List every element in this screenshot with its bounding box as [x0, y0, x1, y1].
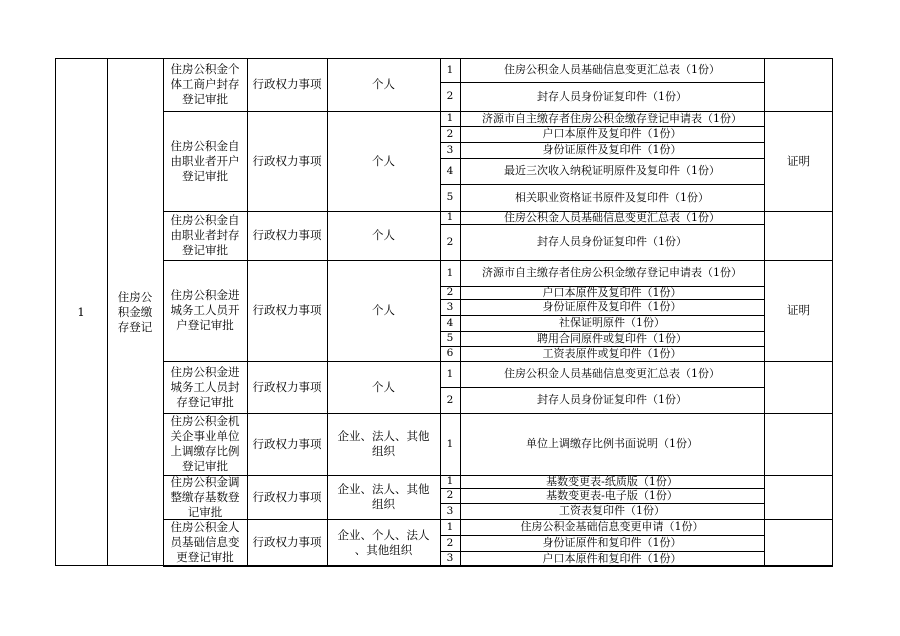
- item-note: [764, 519, 833, 566]
- materials-table: [55, 58, 833, 566]
- item-name: 住房公积金个 体工商户封存 登记审批: [170, 62, 240, 106]
- grid-line-horizontal: [163, 566, 833, 567]
- doc-number: 2: [446, 90, 454, 102]
- item-note: [764, 413, 833, 475]
- item-target: 个人: [372, 153, 395, 168]
- item-type: 行政权力事项: [252, 153, 322, 168]
- item-target: 企业、法人、其他 组织: [337, 429, 430, 458]
- doc-text: 济源市自主缴存者住房公积金缴存登记申请表（1份）: [482, 111, 742, 125]
- item-note: 证明: [787, 303, 810, 317]
- item-type: 行政权力事项: [252, 77, 322, 91]
- doc-text: 身份证原件及复印件（1份）: [542, 300, 682, 313]
- item-name: 住房公积金进 城务工人员开 户登记审批: [170, 288, 240, 332]
- doc-number: 2: [446, 393, 454, 406]
- doc-text: 身份证原件及复印件（1份）: [542, 143, 682, 156]
- doc-number: 3: [446, 504, 454, 517]
- doc-number: 3: [446, 300, 454, 313]
- doc-text: 相关职业资格证书原件及复印件（1份）: [515, 190, 709, 204]
- item-type: 行政权力事项: [252, 535, 322, 549]
- doc-number: 5: [446, 332, 454, 344]
- doc-number: 1: [446, 520, 454, 533]
- item-note: [764, 211, 833, 260]
- item-name: 住房公积金自 由职业者封存 登记审批: [170, 213, 240, 257]
- doc-number: 2: [446, 489, 454, 501]
- doc-number: 1: [446, 211, 454, 223]
- doc-number: 2: [446, 127, 454, 140]
- category-name: 住房公 积金缴 存登记: [117, 289, 153, 334]
- doc-text: 户口本原件及复印件（1份）: [542, 286, 682, 299]
- item-target: 个人: [372, 379, 395, 394]
- item-target: 企业、个人、法人 、其他组织: [337, 527, 430, 557]
- doc-text: 住房公积金人员基础信息变更汇总表（1份）: [504, 211, 720, 224]
- doc-number: 3: [446, 552, 454, 564]
- doc-number: 6: [446, 347, 454, 359]
- item-name: 住房公积金自 由职业者开户 登记审批: [170, 138, 240, 183]
- item-note: [764, 475, 833, 519]
- doc-text: 住房公积金人员基础信息变更汇总表（1份）: [504, 367, 720, 380]
- item-type: 行政权力事项: [252, 489, 322, 504]
- doc-number: 1: [446, 475, 454, 487]
- doc-number: 2: [446, 286, 454, 298]
- doc-text: 住房公积金人员基础信息变更汇总表（1份）: [504, 63, 720, 76]
- item-name: 住房公积金机 关企事业单位 上调缴存比例 登记审批: [170, 414, 240, 473]
- item-target: 个人: [372, 303, 395, 317]
- item-name: 住房公积金进 城务工人员封 存登记审批: [170, 364, 240, 409]
- item-type: 行政权力事项: [252, 436, 322, 451]
- doc-number: 1: [446, 266, 454, 279]
- doc-number: 5: [446, 191, 454, 203]
- item-type: 行政权力事项: [252, 228, 322, 242]
- item-target: 个人: [372, 77, 395, 91]
- doc-text: 最近三次收入纳税证明原件及复印件（1份）: [504, 164, 720, 177]
- doc-text: 住房公积金基础信息变更申请（1份）: [520, 520, 704, 533]
- doc-text: 工资表原件或复印件（1份）: [542, 346, 682, 360]
- doc-number: 1: [446, 63, 454, 76]
- doc-number: 1: [446, 437, 454, 450]
- item-target: 企业、法人、其他 组织: [337, 482, 430, 511]
- doc-number: 4: [446, 316, 454, 329]
- doc-text: 封存人员身份证复印件（1份）: [537, 235, 687, 248]
- doc-number: 3: [446, 143, 454, 156]
- doc-text: 社保证明原件（1份）: [559, 316, 665, 329]
- item-target: 个人: [372, 228, 395, 242]
- doc-number: 4: [446, 164, 454, 177]
- doc-number: 1: [446, 112, 454, 124]
- doc-text: 封存人员身份证复印件（1份）: [537, 393, 687, 406]
- doc-number: 1: [446, 367, 454, 380]
- item-note: [764, 58, 833, 111]
- doc-text: 身份证原件和复印件（1份）: [542, 536, 682, 549]
- item-type: 行政权力事项: [252, 303, 322, 317]
- doc-text: 户口本原件和复印件（1份）: [542, 551, 682, 565]
- doc-number: 2: [446, 536, 454, 549]
- doc-text: 单位上调缴存比例书面说明（1份）: [526, 437, 698, 450]
- doc-text: 封存人员身份证复印件（1份）: [537, 89, 687, 103]
- doc-text: 基数变更表-纸质版（1份）: [546, 475, 678, 488]
- item-name: 住房公积金调 整缴存基数登 记审批: [170, 475, 240, 519]
- doc-text: 工资表复印件（1份）: [559, 504, 665, 517]
- item-name: 住房公积金人 员基础信息变 更登记审批: [170, 520, 240, 564]
- doc-number: 2: [446, 235, 454, 248]
- item-note: 证明: [787, 153, 810, 168]
- item-type: 行政权力事项: [252, 379, 322, 394]
- doc-text: 基数变更表-电子版（1份）: [546, 488, 678, 502]
- doc-text: 济源市自主缴存者住房公积金缴存登记申请表（1份）: [482, 266, 742, 279]
- doc-text: 聘用合同原件或复印件（1份）: [537, 331, 687, 345]
- item-note: [764, 361, 833, 413]
- doc-text: 户口本原件及复印件（1份）: [542, 127, 682, 140]
- category-number: 1: [77, 304, 85, 319]
